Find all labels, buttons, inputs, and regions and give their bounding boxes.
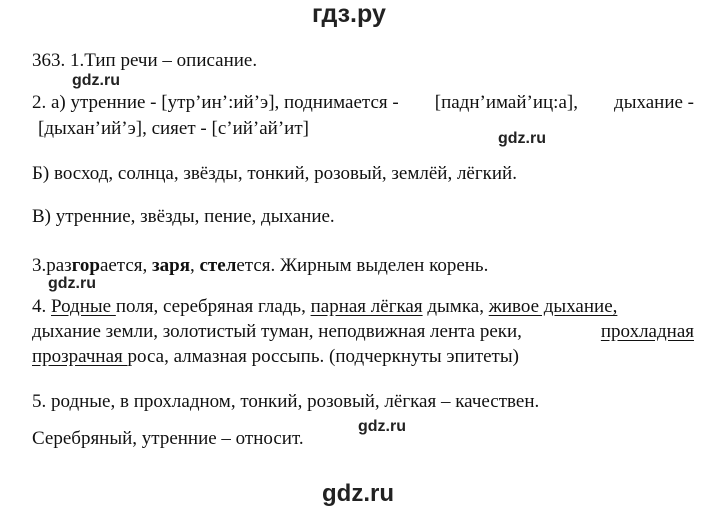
transcription-line-2: [дыхан’ий’э], сияет - [с’ий’ай’ит] bbox=[38, 118, 309, 139]
roots-line bbox=[32, 255, 488, 277]
relative-adjectives: Серебряный, утренние – относит. bbox=[32, 428, 304, 449]
transcription-part-c: дыхание - bbox=[614, 92, 694, 113]
part-v-words: В) утренние, звёзды, пение, дыхание. bbox=[32, 206, 335, 227]
qualitative-adjectives: 5. родные, в прохладном, тонкий, розовый, лёгкая – качествен. bbox=[32, 391, 540, 412]
epithets-line-2 bbox=[32, 321, 694, 343]
epithet-underlined: парная лёгкая bbox=[310, 296, 423, 317]
epithets-text: поля, серебряная гладь, bbox=[115, 296, 311, 317]
epithets-text: роса, алмазная россыпь. (подчеркнуты эпитеты) bbox=[127, 346, 519, 367]
epithet-underlined: прохладная bbox=[600, 321, 694, 342]
epithets-text: дымка, bbox=[422, 296, 489, 317]
roots-text: , bbox=[190, 255, 200, 276]
part-b-words: Б) восход, солнца, звёзды, тонкий, розовый, землёй, лёгкий. bbox=[32, 163, 517, 184]
epithets-line-1 bbox=[32, 296, 617, 318]
epithets-line-3 bbox=[32, 346, 519, 368]
root-bold: гор bbox=[71, 255, 100, 276]
transcription-line-1 bbox=[32, 92, 694, 114]
transcription-part-a: 2. а) утренние - [утр’ин’:ий’э], поднимается - bbox=[32, 92, 399, 113]
epithet-underlined: живое дыхание, bbox=[488, 296, 618, 317]
watermark: gdz.ru bbox=[72, 72, 120, 89]
transcription-part-b: [падн’имай’иц:а], bbox=[434, 92, 578, 113]
epithet-underlined: Родные bbox=[51, 296, 116, 317]
header-site-logo: гдз.ру bbox=[312, 0, 386, 28]
watermark: gdz.ru bbox=[358, 418, 406, 435]
epithets-text: 4. bbox=[32, 296, 51, 317]
roots-text: ется. Жирным выделен корень. bbox=[236, 255, 489, 276]
footer-site-logo: gdz.ru bbox=[322, 480, 394, 507]
root-bold: заря bbox=[152, 255, 190, 276]
roots-text: ается, bbox=[99, 255, 153, 276]
watermark: gdz.ru bbox=[48, 275, 96, 292]
root-bold: стел bbox=[199, 255, 237, 276]
epithet-underlined: прозрачная bbox=[32, 346, 128, 367]
roots-text: 3.раз bbox=[32, 255, 72, 276]
watermark: gdz.ru bbox=[498, 130, 546, 147]
epithets-text: дыхание земли, золотистый туман, неподвижная лента реки, bbox=[32, 321, 522, 342]
type-of-speech: 363. 1.Тип речи – описание. bbox=[32, 50, 258, 71]
